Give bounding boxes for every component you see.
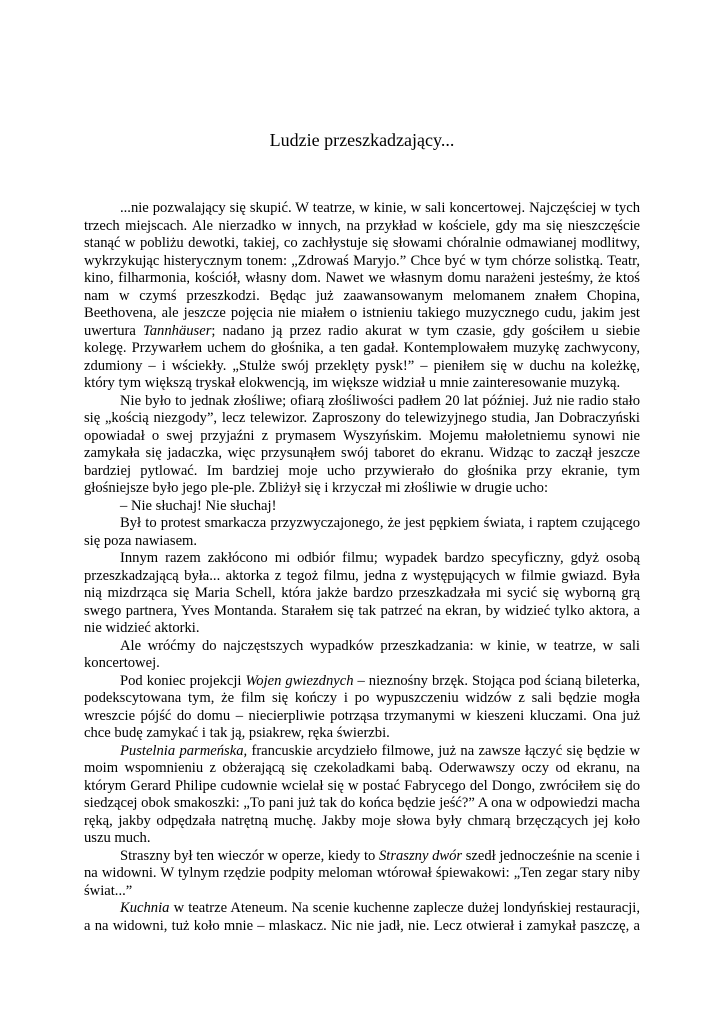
paragraph-text: szedł jednocześnie na scenie i na widowni. W tylnym rzędzie podpity meloman wtórował śpiewakowi: „Ten zegar stary niby świat...” (84, 847, 640, 899)
paragraph-text: – Nie słuchaj! Nie słuchaj! (120, 497, 277, 514)
page-title: Ludzie przeszkadzający... (269, 130, 455, 150)
paragraph (84, 848, 640, 901)
italic-title: Wojen gwiezdnych (245, 672, 354, 689)
paragraph-text: Nie było to jednak złośliwe; ofiarą złośliwości padłem 20 lat później. Już nie radio stało się „kością niezgody”, lecz telewizor. Zaproszony do telewizyjnego studia, Jan Dobraczyński opowiadał o swej przyjaźni z prymasem Wyszyńskim. Mojemu małoletniemu synowi nie zamykała się jadaczka, więc przysunąłem swój taboret do ekranu. Widząc to zaczął jeszcze bardziej pytlować. Im bardziej moje ucho przywierało do głośnika przy ekranie, tym głośniejsze było jego ple-ple. Zbliżył się i krzyczał mi złośliwie w drugie ucho: (84, 392, 640, 496)
paragraph (84, 515, 640, 550)
italic-title: Kuchnia (120, 900, 170, 916)
paragraph (84, 393, 640, 498)
paragraph-text: ; nadano ją przez radio akurat w tym czasie, gdy gościłem u siebie kolegę. Przywarłem uchem do głośnika, a ten gadał. Kontemplowałem muzykę zachwycony, zdumiony – i wściekły. „Stulże swój przeklęty pysk!” – pieniłem się w duchu na koleżkę, który tym większą tryskał elokwencją, im większe widział u mnie zainteresowanie muzyką. (84, 322, 640, 391)
dialogue-line (84, 498, 640, 516)
italic-title: Straszny dwór (378, 847, 463, 864)
paragraph-text: Był to protest smarkacza przyzwyczajonego, że jest pępkiem świata, i raptem czującego się poza nawiasem. (84, 515, 640, 549)
paragraph (84, 900, 640, 935)
paragraph-text: Innym razem zakłócono mi odbiór filmu; wypadek bardzo specyficzny, gdyż osobą przeszkadzającą była... aktorka z tegoż filmu, jedna z występujących w filmie gwiazd. Była nią mizdrząca się Maria Schell, która jakże bardzo przeszkadzała mi sycić się wyborną grą swego partnera, Yves Montanda. Starałem się tak patrzeć na ekran, by widzieć tylko aktora, a nie widzieć aktorki. (84, 550, 640, 636)
paragraph (84, 200, 640, 393)
paragraph-text: w teatrze Ateneum. Na scenie kuchenne zaplecze dużej londyńskiej restauracji, a na widowni, tuż koło mnie – mlaskacz. Nic nie jadł, nie. Lecz otwierał i zamykał paszczę, a (84, 900, 640, 934)
paragraph (84, 638, 640, 673)
paragraph-text: Pod koniec projekcji (120, 672, 246, 689)
italic-title: Tannhäuser (142, 322, 212, 339)
document-body (84, 200, 640, 935)
paragraph-text: – nieznośny brzęk. Stojąca pod ścianą bileterka, podekscytowana tym, że film się kończy i po wypuszczeniu widzów z sali będzie mogła wreszcie pójść do domu – niecierpliwie potrząsa trzymanymi w kieszeni kluczami. Ona już chce budę zamykać i tak ją, psiakrew, ręka świerzbi. (84, 672, 640, 741)
paragraph (84, 673, 640, 743)
paragraph-text: francuskie arcydzieło filmowe, już na zawsze łączyć się będzie w moim wspomnieniu z obżerającą się czekoladkami babą. Oderwawszy oczy od ekranu, na którym Gerard Philipe cudownie wcielał się w postać Fabrycego del Dongo, zwróciłem się do siedzącej obok smakoszki: „To pani już tak do końca będzie jeść?” A ona w odpowiedzi macha ręką, jakby odpędzała natrętną muchę. Jakby moje słowa były chmarą brzęczących jej koło uszu much. (84, 742, 640, 846)
paragraph-text: ...nie pozwalający się skupić. W teatrze, w kinie, w sali koncertowej. Najczęściej w tych trzech miejscach. Ale nierzadko w innych, na przykład w kościele, gdy ma się nieszczęście stanąć w pobliżu dewotki, takiej, co zachłystuje się słowami chóralnie odmawianej modlitwy, wykrzykując histerycznym tonem: „Zdrowaś Maryjo.” Chce być w tym chórze solistką. Teatr, kino, filharmonia, kościół, własny dom. Nawet we własnym domu narażeni jesteśmy, że ktoś nam w czymś przeszkodzi. Będąc już zaawansowanym melomanem znałem Chopina, Beethovena, ale jeszcze pojęcia nie miałem o istnieniu takiego muzycznego cudu, jakim jest uwertura (84, 200, 640, 339)
italic-title: Pustelnia parmeńska, (120, 742, 248, 759)
paragraph (84, 743, 640, 848)
paragraph-text: Ale wróćmy do najczęstszych wypadków przeszkadzania: w kinie, w teatrze, w sali koncertowej. (84, 637, 640, 671)
paragraph (84, 550, 640, 638)
paragraph-text: Straszny był ten wieczór w operze, kiedy to (120, 847, 379, 864)
